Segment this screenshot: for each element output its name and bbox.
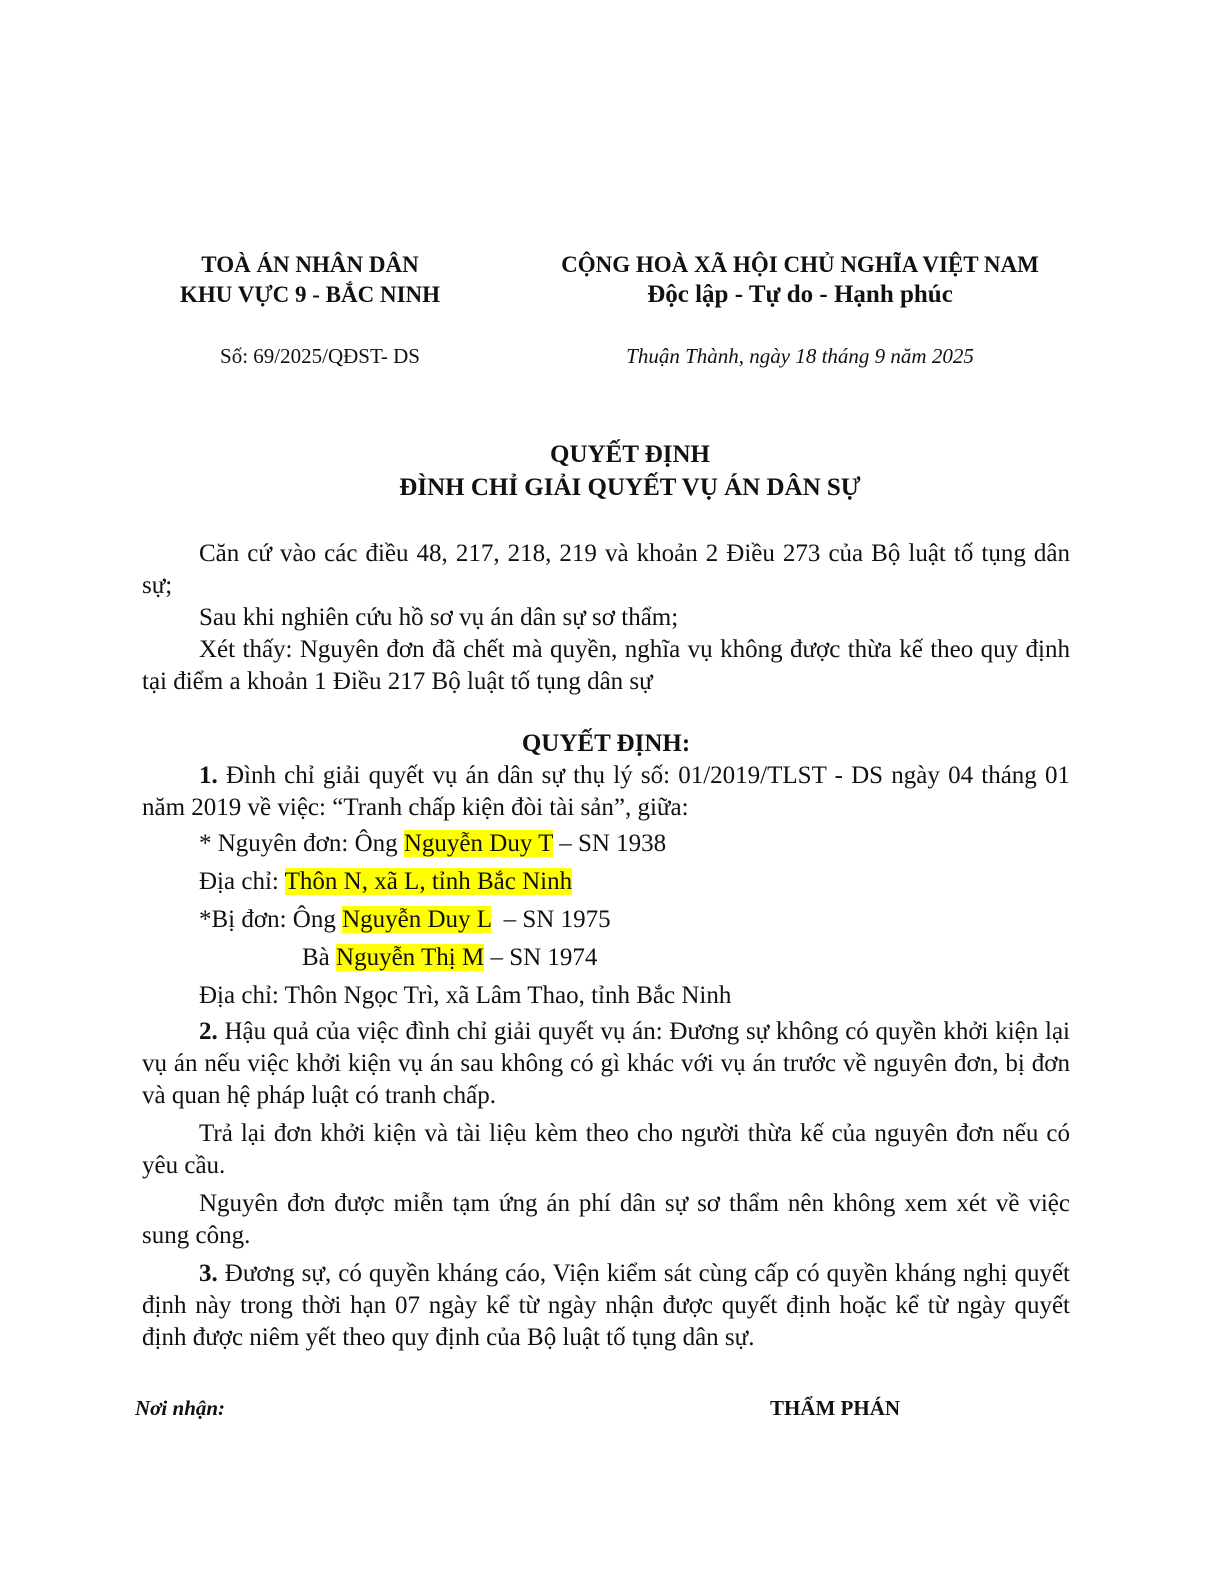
defendant-address: Địa chỉ: Thôn Ngọc Trì, xã Lâm Thao, tỉnh Bắc Ninh [199, 982, 732, 1009]
defendant-2-name: Nguyễn Thị M [336, 944, 485, 971]
item-1-text: Đình chỉ giải quyết vụ án dân sự thụ lý số: 01/2019/TLST - DS ngày 04 tháng 01 năm 2019 về việc: “Tranh chấp kiện đòi tài sản”, giữa: [142, 762, 1071, 821]
plaintiff-address-line [142, 866, 1070, 898]
title-line-2: ĐÌNH CHỈ GIẢI QUYẾT VỤ ÁN DÂN SỰ [399, 474, 861, 501]
place-date: Thuận Thành, ngày 18 tháng 9 năm 2025 [626, 344, 974, 368]
defendant-1-name: Nguyễn Duy L [342, 906, 492, 933]
preamble-finding: Xét thấy: Nguyên đơn đã chết mà quyền, nghĩa vụ không được thừa kế theo quy định tại điểm a khoản 1 Điều 217 Bộ luật tố tụng dân sự [142, 636, 1070, 695]
defendant-1-sn: – SN 1975 [491, 906, 611, 933]
decision-heading: QUYẾT ĐỊNH: [521, 730, 691, 757]
item-2-return-documents: Trả lại đơn khởi kiện và tài liệu kèm theo cho người thừa kế của nguyên đơn nếu có yêu cầu. [142, 1120, 1070, 1179]
item-2-court-fee: Nguyên đơn được miễn tạm ứng án phí dân sự sơ thẩm nên không xem xét về việc sung công. [142, 1190, 1070, 1249]
decision-section [142, 728, 1070, 1354]
defendant-line-1 [142, 904, 1070, 936]
item-2-number: 2. [199, 1018, 218, 1045]
nation-header [470, 250, 1130, 310]
preamble-study: Sau khi nghiên cứu hồ sơ vụ án dân sự sơ thẩm; [199, 604, 679, 631]
item-3-text: Đương sự, có quyền kháng cáo, Viện kiểm sát cùng cấp có quyền kháng nghị quyết định này trong thời hạn 07 ngày kể từ ngày nhận được quyết định hoặc kể từ ngày quyết định được niêm yết theo quy định của Bộ luật tố tụng dân sự. [142, 1260, 1070, 1351]
preamble [142, 538, 1070, 698]
item-3-number: 3. [199, 1260, 218, 1287]
item-1-number: 1. [199, 762, 218, 789]
defendant-label: *Bị đơn: Ông [199, 906, 343, 933]
preamble-legal-basis: Căn cứ vào các điều 48, 217, 218, 219 và khoản 2 Điều 273 của Bộ luật tố tụng dân sự; [142, 540, 1070, 599]
nation-motto: Độc lập - Tự do - Hạnh phúc [647, 281, 953, 308]
document-number: Số: 69/2025/QĐST- DS [220, 344, 420, 368]
plaintiff-address: Thôn N, xã L, tỉnh Bắc Ninh [284, 868, 573, 895]
decision-item-2 [142, 1016, 1070, 1112]
title-line-1: QUYẾT ĐỊNH [550, 441, 710, 468]
plaintiff-line [142, 828, 1070, 860]
decision-item-3 [142, 1258, 1070, 1354]
plaintiff-name: Nguyễn Duy T [403, 830, 553, 857]
court-name: TOÀ ÁN NHÂN DÂN [201, 252, 419, 277]
defendant-2-sn: – SN 1974 [484, 944, 598, 971]
document-title [140, 438, 1120, 504]
item-2-text: Hậu quả của việc đình chỉ giải quyết vụ án: Đương sự không có quyền khởi kiện lại vụ án nếu việc khởi kiện vụ án sau không có gì khác với vụ án trước về nguyên đơn, bị đơn và quan hệ pháp luật có tranh chấp. [142, 1018, 1070, 1109]
court-header [140, 250, 480, 310]
plaintiff-address-label: Địa chỉ: [199, 868, 285, 895]
court-region: KHU VỰC 9 - BẮC NINH [179, 282, 441, 307]
plaintiff-label: * Nguyên đơn: Ông [199, 830, 404, 857]
recipients-label: Nơi nhận: [135, 1396, 226, 1420]
plaintiff-sn: – SN 1938 [552, 830, 667, 857]
defendant-2-label: Bà [302, 944, 337, 971]
decision-item-1 [142, 760, 1070, 824]
nation-name: CỘNG HOÀ XÃ HỘI CHỦ NGHĨA VIỆT NAM [561, 252, 1039, 277]
signer-title: THẨM PHÁN [769, 1396, 901, 1420]
defendant-line-2 [142, 942, 1070, 974]
